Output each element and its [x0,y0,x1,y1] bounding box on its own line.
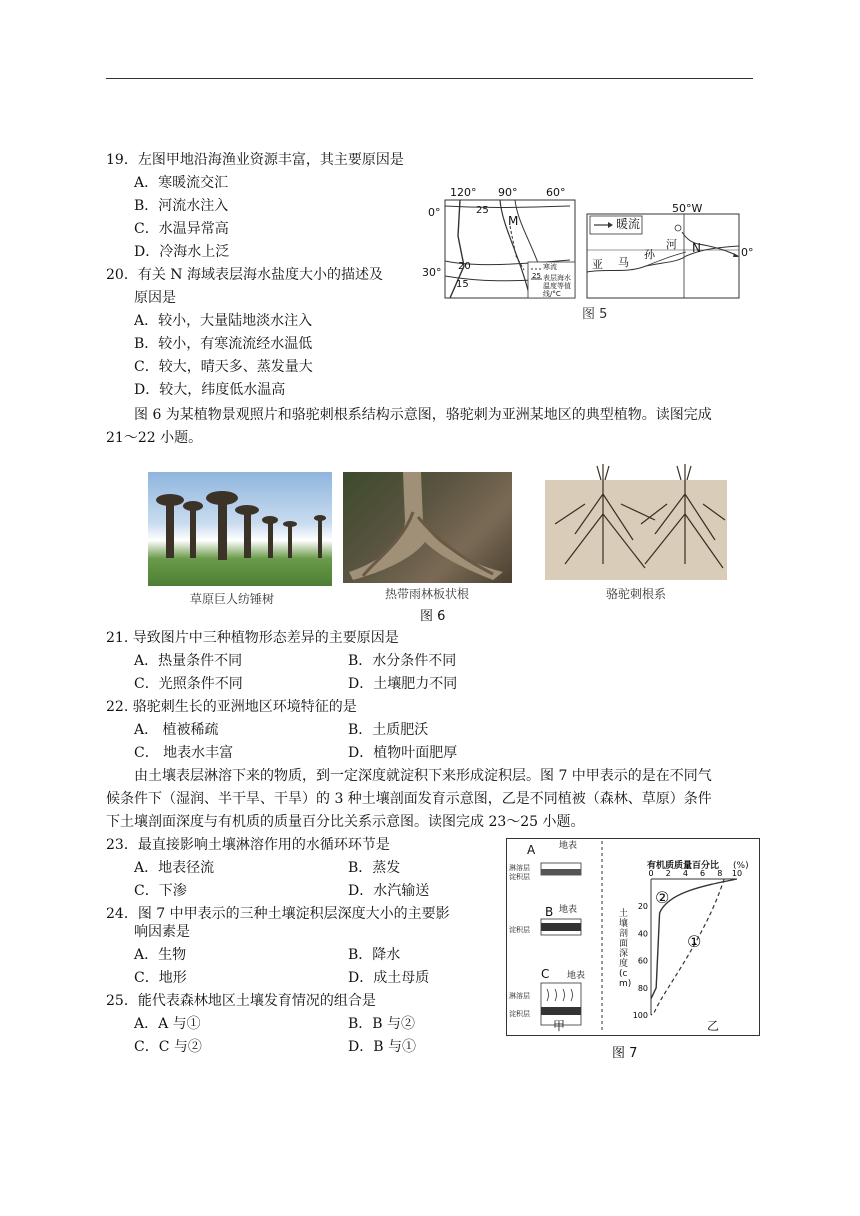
fig7-y-tick-1: 40 [637,929,648,939]
q24-stem-cont: 响因素是 [134,924,190,940]
q19-option-b: B．河流水注入 [134,198,229,214]
q25-stem: 25．能代表森林地区土壤发育情况的组合是 [106,993,376,1009]
q22-option-b: B．土质肥沃 [348,722,429,738]
fig5-river-he: 河 [666,238,677,251]
fig7-surface-a: 地表 [559,841,578,851]
q19-option-d: D．冷海水上泛 [134,244,230,260]
fig7-label-jia: 甲 [553,1019,566,1033]
fig7-circle-2: ② [655,888,670,907]
fig7-y-tick-0: 20 [637,902,648,912]
fig5-legend-iso3: 线/°C [543,290,561,298]
fig7-y-tick-4: 100 [632,1011,648,1020]
q21-option-d: D．土壤肥力不同 [348,676,458,692]
intro7-line2: 候条件下（湿润、半干旱、干旱）的 3 种土壤剖面发育示意图，乙是不同植被（森林、草原）条件 [106,791,712,807]
q20-option-d: D．较大，纬度低水温高 [134,382,286,398]
fig5-iso-20: 20 [458,261,471,272]
fig7-deposit-a: 淀积层 [509,873,530,881]
fig5-legend-iso2: 温度等值 [543,282,571,290]
q20-option-a: A．较小，大量陆地淡水注入 [134,313,313,329]
fig5-legend-warm: 暖流 [616,217,641,231]
fig5-left-map [420,186,580,302]
fig7-leach-c: 淋溶层 [509,992,530,1000]
buttress-root-icon [343,472,512,583]
fig5-lat-0: 0° [428,206,441,219]
fig6-caption: 图 6 [420,609,446,624]
fig7-x-tick-0: 0 [648,869,654,878]
q24-option-a: A．生物 [134,947,187,963]
header-rule [106,78,753,79]
q23-stem: 23．最直接影响土壤淋溶作用的水循环环节是 [106,837,390,853]
q22-option-a: A． 植被稀疏 [134,722,219,738]
fig7-x-tick-2: 4 [682,869,688,878]
q25-option-a: A．A 与① [134,1016,201,1032]
q22-option-c: C． 地表水丰富 [134,745,234,761]
intro6-line2: 21～22 小题。 [106,430,203,446]
q24-option-d: D．成土母质 [348,970,430,986]
fig5-river-sun: 孙 [644,248,655,261]
q25-option-b: B．B 与② [348,1016,416,1032]
fig7-y-tick-3: 80 [637,983,648,993]
fig5-iso-15: 15 [456,279,469,290]
q24-stem: 24．图 7 中甲表示的三种土壤淀积层深度大小的主要影 [106,906,450,922]
baobab-trees-icon [148,472,332,586]
fig7-label-c: C [541,967,550,981]
q24-option-b: B．降水 [348,947,401,963]
fig5-river-ya: 亚 [592,258,603,271]
intro7-line1: 由土壤表层淋溶下来的物质，到一定深度就淀积下来形成淀积层。图 7 中甲表示的是在不同气 [134,768,712,784]
fig7-y-tick-2: 60 [637,956,648,966]
q22-option-d: D．植物叶面肥厚 [348,745,458,761]
fig7-y-ticks [633,902,648,1020]
q25-option-d: D．B 与① [348,1039,416,1055]
q20-option-c: C．较大，晴天多、蒸发量大 [134,359,313,375]
fig5-lon-90: 90° [498,186,518,199]
fig7-deposit-b: 淀积层 [509,926,530,934]
fig6-baobab-photo [148,472,332,586]
q23-option-b: B．蒸发 [348,860,401,876]
fig7-y-title: 土壤剖面深度(cm) [619,909,632,989]
fig7-label-b: B [545,905,554,919]
fig5-right-lat-0: 0° [741,246,754,259]
fig5-iso-25: 25 [476,205,489,216]
q19-option-a: A．寒暖流交汇 [134,175,229,191]
q25-option-c: C．C 与② [134,1039,202,1055]
fig7-panel [506,838,760,1036]
fig5-right-svg [586,202,754,302]
fig7-x-tick-3: 6 [700,869,706,878]
fig5-legend-cold: 寒流 [543,263,557,271]
q19-stem: 19．左图甲地沿海渔业资源丰富，其主要原因是 [106,152,404,168]
intro7-line3: 下土壤剖面深度与有机质的质量百分比关系示意图。读图完成 23～25 小题。 [106,814,585,830]
fig6-camelthorn-diagram [545,464,727,580]
q22-stem: 22. 骆驼刺生长的亚洲地区环境特征的是 [106,699,357,715]
fig5-label-m: M [508,214,519,228]
fig7-x-tick-1: 2 [665,869,671,878]
fig6-caption-3: 骆驼刺根系 [606,587,667,601]
fig5-caption: 图 5 [582,307,608,322]
fig6-rainforest-photo [343,472,512,583]
q21-stem: 21. 导致图片中三种植物形态差异的主要原因是 [106,630,399,646]
fig7-label-yi: 乙 [707,1019,720,1033]
fig7-leach-a: 淋溶层 [509,864,530,872]
fig6-caption-1: 草原巨人纺锤树 [190,592,275,606]
fig5-lon-120: 120° [450,186,477,199]
q23-option-d: D．水汽输送 [348,883,430,899]
q20-option-b: B．较小，有寒流流经水温低 [134,336,313,352]
fig5-lon-50w: 50°W [672,202,703,215]
fig7-surface-c: 地表 [567,971,586,981]
fig5-right-map [586,202,754,302]
q20-stem: 20．有关 N 海域表层海水盐度大小的描述及 [106,267,383,283]
fig5-lat-30: 30° [422,266,442,279]
fig5-label-n: N [692,241,701,255]
fig7-svg [507,839,759,1035]
q24-option-c: C．地形 [134,970,187,986]
root-system-icon [545,464,727,580]
fig7-label-a: A [527,843,536,857]
fig7-surface-b: 地表 [559,905,578,915]
q23-option-a: A．地表径流 [134,860,215,876]
fig7-circle-1: ① [687,932,702,951]
fig5-legend-iso1: 表层海水 [543,274,571,282]
fig7-x-unit: (%) [733,861,749,871]
fig7-deposit-c: 淀积层 [509,1010,530,1018]
fig5-legend-iso-val: 25 [532,272,541,280]
q20-stem-cont: 原因是 [134,290,176,306]
q21-option-c: C．光照条件不同 [134,676,243,692]
intro6-line1: 图 6 为某植物景观照片和骆驼刺根系结构示意图，骆驼刺为亚洲某地区的典型植物。读图完成 [134,407,712,423]
fig7-x-tick-4: 8 [717,869,723,878]
q21-option-b: B．水分条件不同 [348,653,457,669]
q23-option-c: C．下渗 [134,883,187,899]
q19-option-c: C．水温异常高 [134,221,229,237]
fig6-caption-2: 热带雨林板状根 [385,587,470,601]
fig7-x-tick-5: 10 [731,869,743,878]
fig7-caption: 图 7 [612,1046,638,1061]
fig5-lon-60: 60° [546,186,566,199]
fig5-river-ma: 马 [618,256,629,269]
q21-option-a: A．热量条件不同 [134,653,243,669]
fig7-x-title: 有机质质量百分比 [647,861,720,871]
